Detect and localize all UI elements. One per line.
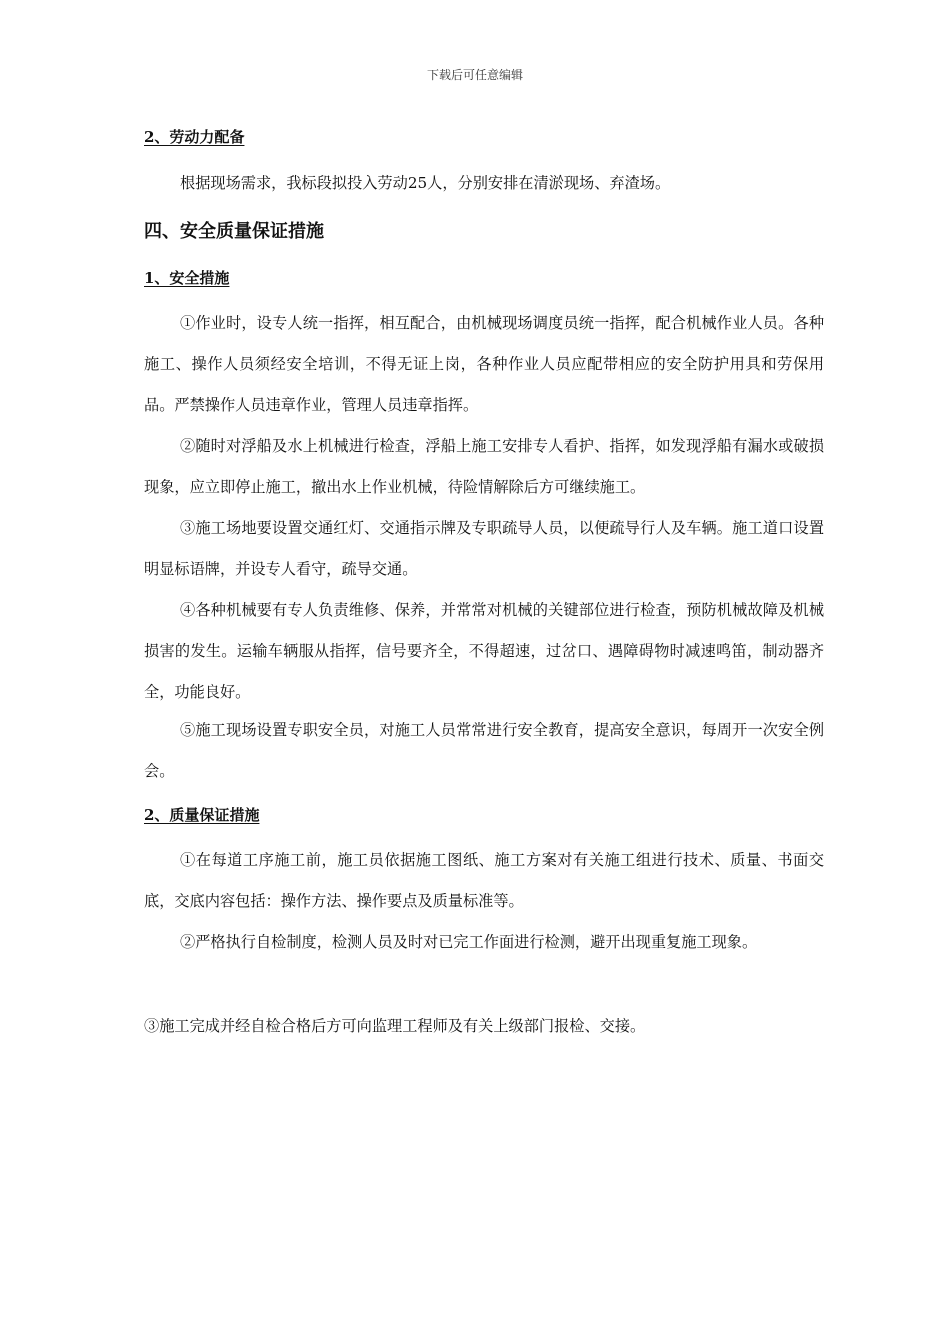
safety-item-4: ④各种机械要有专人负责维修、保养，并常常对机械的关键部位进行检查，预防机械故障及机械损害的发生。运输车辆服从指挥，信号要齐全，不得超速，过岔口、遇障碍物时减速鸣笛，制动器齐全，功能良好。 [144,601,824,701]
safety-item-2: ②随时对浮船及水上机械进行检查，浮船上施工安排专人看护、指挥，如发现浮船有漏水或破损现象，应立即停止施工，撤出水上作业机械，待险情解除后方可继续施工。 [144,437,824,496]
quality-heading [144,804,275,825]
quality-item-1: ①在每道工序施工前，施工员依据施工图纸、施工方案对有关施工组进行技术、质量、书面交底，交底内容包括：操作方法、操作要点及质量标准等。 [144,851,824,910]
labor-heading-text: 2、劳动力配备 [144,128,245,146]
quality-item-2: ②严格执行自检制度，检测人员及时对已完工作面进行检测，避开出现重复施工现象。 [180,933,758,951]
quality-heading-text: 2、质量保证措施 [144,806,260,824]
labor-heading [144,126,260,147]
quality-item-3: ③施工完成并经自检合格后方可向监理工程师及有关上级部门报检、交接。 [144,1017,646,1035]
safety-item-3: ③施工场地要设置交通红灯、交通指示牌及专职疏导人员，以便疏导行人及车辆。施工道口设置明显标语牌，并设专人看守，疏导交通。 [144,519,824,578]
labor-paragraph: 根据现场需求，我标段拟投入劳动25人，分别安排在清淤现场、弃渣场。 [180,174,671,192]
section-heading-safety-quality: 四、安全质量保证措施 [144,221,324,242]
safety-heading-text: 1、安全措施 [144,269,230,287]
safety-item-1: ①作业时，设专人统一指挥，相互配合，由机械现场调度员统一指挥，配合机械作业人员。各种施工、操作人员须经安全培训，不得无证上岗，各种作业人员应配带相应的安全防护用具和劳保用品。严禁操作人员违章作业，管理人员违章指挥。 [144,314,824,414]
safety-heading [144,267,245,288]
safety-item-5: ⑤施工现场设置专职安全员，对施工人员常常进行安全教育，提高安全意识，每周开一次安全例会。 [144,721,824,780]
page-header-note: 下载后可任意编辑 [426,68,523,82]
